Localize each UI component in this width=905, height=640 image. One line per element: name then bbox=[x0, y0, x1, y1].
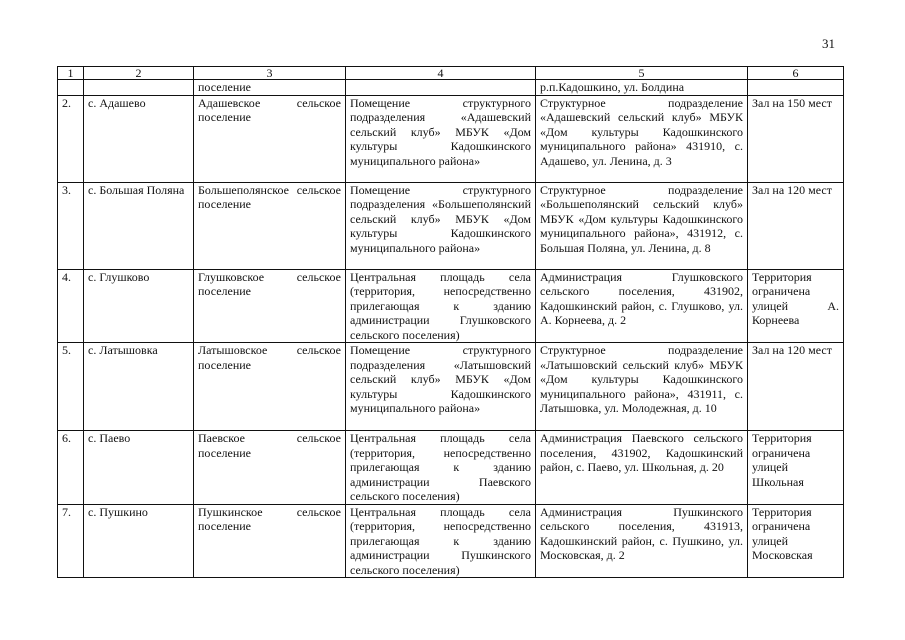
continuation-row bbox=[58, 80, 844, 96]
page-number: 31 bbox=[822, 36, 835, 51]
cell-address: Структурное подразделение «Латышовский сельский клуб» МБУК «Дом культуры Кадошкинского муниципального района», 431911, с. Латышовка, ул. Молодежная, д. 10 bbox=[536, 343, 748, 431]
cell-address: Администрация Пушкинского сельского поселения, 431913, Кадошкинский район, с. Пушкино, ул. Московская, д. 2 bbox=[536, 504, 748, 578]
cell-address: Структурное подразделение «Адашевский сельский клуб» МБУК «Дом культуры Кадошкинского муниципального района» 431910, с. Адашево, ул. Ленина, д. 3 bbox=[536, 95, 748, 182]
cell-number: 3. bbox=[58, 182, 84, 269]
cell-note bbox=[748, 80, 844, 96]
column-header: 5 bbox=[536, 67, 748, 80]
cell-note: Территория ограничена улицей Школьная bbox=[748, 431, 844, 505]
cell-address: Администрация Глушковского сельского поселения, 431902, Кадошкинский район, с. Глушково, ул. А. Корнеева, д. 2 bbox=[536, 269, 748, 343]
table-row bbox=[58, 182, 844, 269]
cell-municipality: Адашевское сельское поселение bbox=[194, 95, 346, 182]
table-row bbox=[58, 269, 844, 343]
cell-municipality: Глушковское сельское поселение bbox=[194, 269, 346, 343]
cell-number: 7. bbox=[58, 504, 84, 578]
cell-number: 5. bbox=[58, 343, 84, 431]
polling-places-table bbox=[57, 66, 844, 578]
cell-place: Помещение структурного подразделения «Большеполянский сельский клуб» МБУК «Дом культуры Кадошкинского муниципального района» bbox=[346, 182, 536, 269]
column-header: 4 bbox=[346, 67, 536, 80]
table-row bbox=[58, 343, 844, 431]
cell-note: Территория ограничена улицей А. Корнеева bbox=[748, 269, 844, 343]
cell-settlement: с. Адашево bbox=[84, 95, 194, 182]
cell-settlement: с. Латышовка bbox=[84, 343, 194, 431]
cell-municipality: Большеполянское сельское поселение bbox=[194, 182, 346, 269]
cell-settlement: с. Глушково bbox=[84, 269, 194, 343]
cell-address: Структурное подразделение «Большеполянский сельский клуб» МБУК «Дом культуры Кадошкинского муниципального района», 431912, с. Большая Поляна, ул. Ленина, д. 8 bbox=[536, 182, 748, 269]
cell-place: Центральная площадь села (территория, непосредственно прилегающая к зданию администрации Глушковского сельского поселения) bbox=[346, 269, 536, 343]
cell-number bbox=[58, 80, 84, 96]
cell-municipality: Латышовское сельское поселение bbox=[194, 343, 346, 431]
cell-settlement: с. Большая Поляна bbox=[84, 182, 194, 269]
cell-municipality: Паевское сельское поселение bbox=[194, 431, 346, 505]
column-header: 3 bbox=[194, 67, 346, 80]
cell-note: Зал на 120 мест bbox=[748, 182, 844, 269]
table-row bbox=[58, 95, 844, 182]
cell-number: 4. bbox=[58, 269, 84, 343]
cell-municipality: Пушкинское сельское поселение bbox=[194, 504, 346, 578]
cell-address: р.п.Кадошкино, ул. Болдина bbox=[536, 80, 748, 96]
cell-place: Центральная площадь села (территория, непосредственно прилегающая к зданию администрации Паевского сельского поселения) bbox=[346, 431, 536, 505]
cell-settlement: с. Пушкино bbox=[84, 504, 194, 578]
table-row bbox=[58, 504, 844, 578]
cell-number: 6. bbox=[58, 431, 84, 505]
cell-address: Администрация Паевского сельского поселения, 431902, Кадошкинский район, с. Паево, ул. Школьная, д. 20 bbox=[536, 431, 748, 505]
cell-place: Центральная площадь села (территория, непосредственно прилегающая к зданию администрации Пушкинского сельского поселения) bbox=[346, 504, 536, 578]
cell-note: Зал на 120 мест bbox=[748, 343, 844, 431]
cell-place: Помещение структурного подразделения «Адашевский сельский клуб» МБУК «Дом культуры Кадошкинского муниципального района» bbox=[346, 95, 536, 182]
column-header: 1 bbox=[58, 67, 84, 80]
column-header: 2 bbox=[84, 67, 194, 80]
cell-note: Зал на 150 мест bbox=[748, 95, 844, 182]
cell-settlement bbox=[84, 80, 194, 96]
column-number-row bbox=[58, 67, 844, 80]
cell-settlement: с. Паево bbox=[84, 431, 194, 505]
cell-place: Помещение структурного подразделения «Латышовский сельский клуб» МБУК «Дом культуры Кадошкинского муниципального района» bbox=[346, 343, 536, 431]
cell-place bbox=[346, 80, 536, 96]
cell-number: 2. bbox=[58, 95, 84, 182]
cell-municipality: поселение bbox=[194, 80, 346, 96]
table-row bbox=[58, 431, 844, 505]
column-header: 6 bbox=[748, 67, 844, 80]
cell-note: Территория ограничена улицей Московская bbox=[748, 504, 844, 578]
